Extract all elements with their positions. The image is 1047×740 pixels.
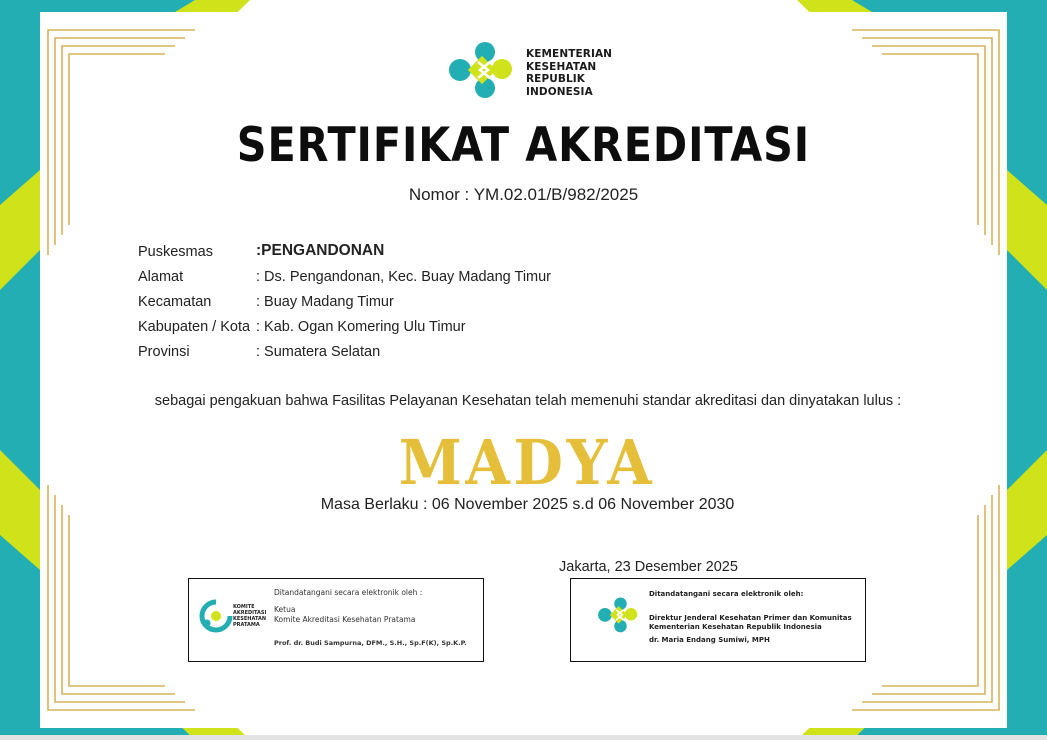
ministry-line-3: REPUBLIK [526,73,586,85]
kemenkes-logo-icon [444,38,518,112]
komite-line-4: PRATAMA [233,622,260,628]
certificate-title: SERTIFIKAT AKREDITASI [236,118,811,173]
komite-line-1: KOMITE [233,604,255,610]
accreditation-grade: MADYA [398,426,656,499]
facility-value: : Sumatera Selatan [256,344,381,360]
facility-label: Alamat [138,269,184,285]
signatory-role-line-1: Direktur Jenderal Kesehatan Primer dan Komunitas [649,614,852,622]
ministry-name [526,48,612,98]
ministry-line-4: INDONESIA [526,85,593,98]
komite-logo-text [233,604,266,628]
signatory-role-line-2: Kementerian Kesehatan Republik Indonesia [649,622,822,631]
signatory-name: dr. Maria Endang Sumiwi, MPH [649,636,770,644]
signatory-role [649,614,852,631]
facility-label: Provinsi [138,344,190,360]
facility-value: : Ds. Pengandonan, Kec. Buay Madang Timur [256,269,552,285]
komite-line-3: KESEHATAN [233,616,267,622]
komite-logo-icon [199,599,233,633]
signatory-role-line-1: Ketua [274,605,296,614]
facility-label: Kecamatan [138,294,212,310]
facility-value: :PENGANDONAN [256,242,385,259]
signature-box-left [188,578,484,662]
signature-header: Ditandatangani secara elektronik oleh : [274,588,423,597]
signature-header: Ditandatangani secara elektronik oleh: [649,590,804,598]
certificate-number: Nomor : YM.02.01/B/982/2025 [408,185,639,204]
signature-box-right [570,578,866,662]
komite-line-2: AKREDITASI [233,610,267,616]
kemenkes-small-logo-icon [595,595,641,641]
signatory-role-line-2: Komite Akreditasi Kesehatan Pratama [274,615,416,624]
ministry-line-1: KEMENTERIAN [526,48,613,60]
facility-value: : Buay Madang Timur [256,294,394,310]
ministry-line-2: KESEHATAN [526,60,597,73]
accreditation-statement: sebagai pengakuan bahwa Fasilitas Pelayanan Kesehatan telah memenuhi standar akreditasi dan dinyatakan lulus : [154,393,902,409]
signatory-name: Prof. dr. Budi Sampurna, DFM., S.H., Sp.F(K), Sp.K.P. [274,639,467,647]
bottom-strip [0,735,1047,740]
facility-label: Puskesmas [138,244,213,260]
facility-label: Kabupaten / Kota [138,319,251,335]
validity-period: Masa Berlaku : 06 November 2025 s.d 06 November 2030 [320,496,735,513]
signatory-role [274,605,415,625]
place-date: Jakarta, 23 Desember 2025 [559,559,738,575]
facility-value: : Kab. Ogan Komering Ulu Timur [256,319,466,335]
